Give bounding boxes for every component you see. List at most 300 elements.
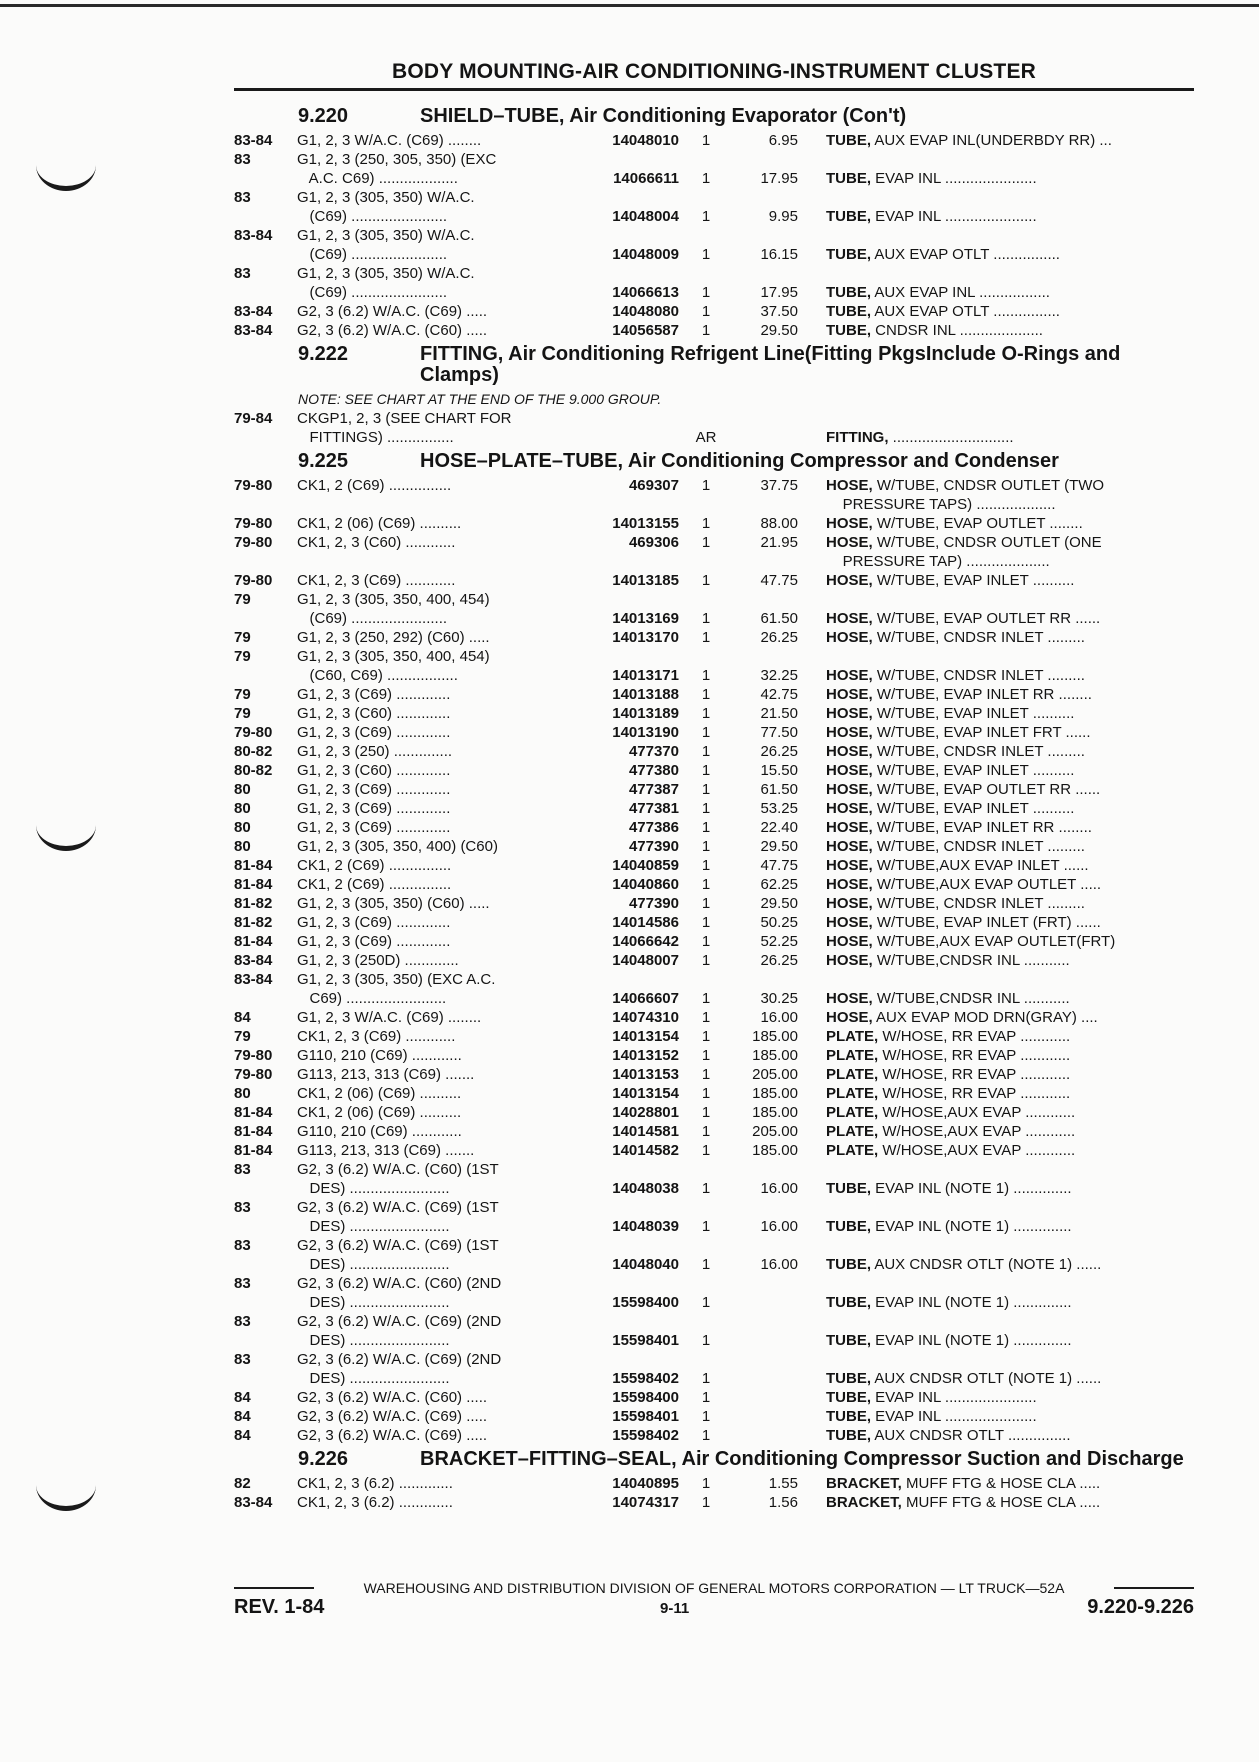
quantity-value: 1	[701, 322, 711, 339]
description-line: G1, 2, 3 (305, 350) (C60) .....	[297, 895, 490, 912]
description-line: G1, 2, 3 (C69) .............	[297, 819, 451, 836]
part-type: HOSE,	[826, 781, 873, 798]
price	[723, 799, 826, 818]
part-number	[577, 723, 679, 742]
part-number	[577, 264, 679, 302]
part-number-value: 15598401	[612, 1332, 679, 1349]
section-note: NOTE: SEE CHART AT THE END OF THE 9.000 GROUP.	[298, 391, 662, 407]
part-number	[577, 321, 679, 340]
part-type: TUBE,	[826, 322, 871, 339]
price-value: 185.00	[752, 1028, 798, 1045]
price	[723, 913, 826, 932]
part-number	[577, 1103, 679, 1122]
table-row	[234, 780, 1194, 799]
description-line: (C69) .......................	[297, 284, 448, 301]
description-line: CK1, 2 (06) (C69) ..........	[297, 515, 462, 532]
part-number-value: 14013154	[612, 1028, 679, 1045]
description-line: CKGP1, 2, 3 (SEE CHART FOR	[297, 410, 512, 427]
description-line: FITTINGS) ................	[297, 429, 454, 446]
application-description	[297, 1065, 577, 1084]
part-type: HOSE,	[826, 762, 873, 779]
part-number	[577, 302, 679, 321]
part-number	[577, 188, 679, 226]
section-title: FITTING, Air Conditioning Refrigent Line(Fitting PkgsInclude O-Rings and Clamps)	[420, 343, 1121, 386]
description-line: G2, 3 (6.2) W/A.C. (C69) (2ND	[297, 1313, 502, 1330]
table-row	[234, 1388, 1194, 1407]
part-detail: AUX EVAP OTLT ................	[871, 246, 1060, 263]
part-type: HOSE,	[826, 838, 873, 855]
part-detail: W/TUBE, CNDSR OUTLET (TWO PRESSURE TAPS) ...................	[842, 477, 1105, 513]
part-number	[577, 1122, 679, 1141]
part-number-value: 14013155	[612, 515, 679, 532]
part-number	[577, 894, 679, 913]
application-description	[297, 321, 577, 340]
part-detail: W/TUBE,AUX EVAP OUTLET(FRT)	[872, 933, 1116, 950]
part-number	[577, 1407, 679, 1426]
application-description	[297, 1407, 577, 1426]
quantity	[679, 818, 723, 837]
description-line: CK1, 2, 3 (6.2) .............	[297, 1475, 453, 1492]
part-number	[577, 875, 679, 894]
description-line: DES) ........................	[297, 1218, 450, 1235]
model-years: 79	[234, 648, 251, 665]
description-line: G1, 2, 3 (C69) .............	[297, 800, 451, 817]
table-row	[234, 799, 1194, 818]
quantity	[679, 1407, 723, 1426]
part-number-value: 14074310	[612, 1009, 679, 1026]
part-name	[826, 1027, 1194, 1046]
part-detail: EVAP INL (NOTE 1) ..............	[871, 1180, 1072, 1197]
quantity-value: 1	[701, 132, 711, 149]
description-line: G1, 2, 3 (C60) .............	[297, 705, 451, 722]
part-detail: AUX CNDSR OTLT (NOTE 1) ......	[871, 1370, 1102, 1387]
model-years: 81-84	[234, 1104, 273, 1121]
quantity-value: 1	[701, 705, 711, 722]
section-number: 9.226	[298, 1448, 349, 1470]
part-detail: AUX EVAP INL(UNDERBDY RR) ...	[871, 132, 1112, 149]
part-number-value: 14014581	[612, 1123, 679, 1140]
quantity-value: 1	[701, 629, 711, 646]
application-description	[297, 1198, 577, 1236]
quantity-value: 1	[701, 1218, 711, 1235]
part-name	[826, 1236, 1194, 1274]
part-number-value: 469307	[628, 477, 679, 494]
quantity	[679, 1141, 723, 1160]
part-detail: W/TUBE, EVAP OUTLET ........	[872, 515, 1083, 532]
quantity-value: 1	[701, 1370, 711, 1387]
description-line: G110, 210 (C69) ............	[297, 1047, 462, 1064]
part-number	[577, 131, 679, 150]
model-years: 79	[234, 591, 251, 608]
description-line: G2, 3 (6.2) W/A.C. (C60) (2ND	[297, 1275, 502, 1292]
model-years: 81-84	[234, 1142, 273, 1159]
table-row	[234, 1065, 1194, 1084]
price	[723, 628, 826, 647]
quantity	[679, 647, 723, 685]
part-name	[826, 1350, 1194, 1388]
quantity	[679, 321, 723, 340]
price	[723, 1103, 826, 1122]
description-line: G1, 2, 3 (C69) .............	[297, 724, 451, 741]
part-number	[577, 1027, 679, 1046]
model-years: 83-84	[234, 971, 273, 988]
description-line: G113, 213, 313 (C69) .......	[297, 1142, 475, 1159]
part-detail: W/TUBE, CNDSR INLET .........	[872, 838, 1085, 855]
application-description	[297, 1274, 577, 1312]
part-name	[826, 1141, 1194, 1160]
description-line: DES) ........................	[297, 1294, 450, 1311]
table-row	[234, 533, 1194, 571]
quantity	[679, 590, 723, 628]
quantity	[679, 875, 723, 894]
part-name	[826, 1274, 1194, 1312]
quantity-value: 1	[701, 1294, 711, 1311]
part-type: HOSE,	[826, 952, 873, 969]
part-name	[826, 1103, 1194, 1122]
application-description	[297, 150, 577, 188]
model-years: 79	[234, 705, 251, 722]
application-description	[297, 932, 577, 951]
part-number-value: 14013152	[612, 1047, 679, 1064]
price-value: 61.50	[760, 610, 798, 627]
part-number-value: 477370	[628, 743, 679, 760]
price-value: 26.25	[760, 629, 798, 646]
application-description	[297, 742, 577, 761]
price-value: 16.00	[760, 1180, 798, 1197]
quantity	[679, 1312, 723, 1350]
part-type: TUBE,	[826, 1332, 871, 1349]
part-name	[826, 1426, 1194, 1445]
table-row	[234, 742, 1194, 761]
part-detail: W/TUBE, EVAP INLET FRT ......	[872, 724, 1091, 741]
part-number	[577, 514, 679, 533]
price-value: 1.56	[768, 1494, 798, 1511]
quantity	[679, 742, 723, 761]
model-years: 83-84	[234, 322, 273, 339]
description-line: G1, 2, 3 W/A.C. (C69) ........	[297, 1009, 482, 1026]
model-years: 80	[234, 781, 251, 798]
price	[723, 264, 826, 302]
table-row	[234, 302, 1194, 321]
part-number	[577, 647, 679, 685]
application-description	[297, 875, 577, 894]
model-years: 84	[234, 1009, 251, 1026]
binder-hole-bottom	[36, 1480, 96, 1511]
table-row	[234, 1141, 1194, 1160]
table-row	[234, 514, 1194, 533]
page-title: BODY MOUNTING-AIR CONDITIONING-INSTRUMENT CLUSTER	[391, 60, 1037, 83]
part-number-value: 14066611	[613, 170, 679, 187]
table-row	[234, 1046, 1194, 1065]
part-number	[577, 932, 679, 951]
description-line: C69) ........................	[297, 990, 447, 1007]
part-number-value: 14040860	[612, 876, 679, 893]
part-number	[577, 1141, 679, 1160]
part-name	[826, 1122, 1194, 1141]
part-number-value: 14013170	[612, 629, 679, 646]
price-value: 16.00	[760, 1256, 798, 1273]
quantity-value: 1	[701, 952, 711, 969]
price	[723, 476, 826, 495]
application-description	[297, 647, 577, 685]
table-row	[234, 951, 1194, 970]
application-description	[297, 799, 577, 818]
part-name	[826, 476, 1194, 514]
price	[723, 1236, 826, 1274]
part-number-value: 14040895	[612, 1475, 679, 1492]
part-number	[577, 685, 679, 704]
model-years: 80	[234, 838, 251, 855]
part-number	[577, 970, 679, 1008]
price	[723, 1160, 826, 1198]
table-row	[234, 685, 1194, 704]
part-number	[577, 1426, 679, 1445]
quantity-value: 1	[701, 914, 711, 931]
quantity	[679, 685, 723, 704]
application-description	[297, 264, 577, 302]
part-detail: W/TUBE, CNDSR INLET .........	[872, 743, 1085, 760]
description-line: G2, 3 (6.2) W/A.C. (C60) (1ST	[297, 1161, 499, 1178]
model-years: 83	[234, 1199, 251, 1216]
quantity-value: 1	[701, 800, 711, 817]
part-type: TUBE,	[826, 1408, 871, 1425]
model-years: 79-80	[234, 1047, 273, 1064]
price-value: 50.25	[760, 914, 798, 931]
table-row	[234, 894, 1194, 913]
application-description	[297, 628, 577, 647]
quantity-value: 1	[701, 1332, 711, 1349]
part-type: BRACKET,	[826, 1475, 902, 1492]
description-line: G1, 2, 3 (C69) .............	[297, 914, 451, 931]
quantity	[679, 409, 723, 447]
price-value: 47.75	[760, 857, 798, 874]
part-name	[826, 875, 1194, 894]
price-value: 37.50	[760, 303, 798, 320]
price-value: 29.50	[760, 322, 798, 339]
part-detail: W/TUBE,CNDSR INL ...........	[872, 990, 1070, 1007]
description-line: (C60, C69) .................	[297, 667, 458, 684]
table-row	[234, 188, 1194, 226]
quantity-value: 1	[701, 819, 711, 836]
part-name	[826, 970, 1194, 1008]
quantity-value: 1	[701, 1256, 711, 1273]
application-description	[297, 1141, 577, 1160]
description-line: G1, 2, 3 (250, 305, 350) (EXC	[297, 151, 497, 168]
table-row	[234, 932, 1194, 951]
part-number	[577, 1236, 679, 1274]
quantity	[679, 476, 723, 495]
description-line: G1, 2, 3 (305, 350) (EXC A.C.	[297, 971, 496, 988]
part-detail: W/TUBE, CNDSR OUTLET (ONE PRESSURE TAP) ....................	[842, 534, 1102, 570]
price-value: 205.00	[752, 1066, 798, 1083]
part-number	[577, 1493, 679, 1512]
price	[723, 533, 826, 552]
part-detail: EVAP INL ......................	[871, 208, 1037, 225]
price-value: 17.95	[760, 170, 798, 187]
part-detail: MUFF FTG & HOSE CLA .....	[901, 1494, 1101, 1511]
part-number-value: 14056587	[612, 322, 679, 339]
price	[723, 856, 826, 875]
part-detail: W/HOSE,AUX EVAP ............	[878, 1142, 1076, 1159]
quantity	[679, 514, 723, 533]
table-row	[234, 1350, 1194, 1388]
quantity-value: 1	[701, 743, 711, 760]
part-type: HOSE,	[826, 990, 873, 1007]
part-number	[577, 571, 679, 590]
quantity	[679, 799, 723, 818]
part-number-value: 14048009	[612, 246, 679, 263]
part-number	[577, 409, 679, 428]
table-row	[234, 1426, 1194, 1445]
quantity-value: 1	[701, 838, 711, 855]
description-line: G1, 2, 3 (C69) .............	[297, 933, 451, 950]
header-rule	[234, 88, 1194, 91]
part-name	[826, 894, 1194, 913]
application-description	[297, 1312, 577, 1350]
part-type: HOSE,	[826, 724, 873, 741]
part-name	[826, 1493, 1194, 1512]
part-detail: AUX CNDSR OTLT (NOTE 1) ......	[871, 1256, 1102, 1273]
part-number	[577, 799, 679, 818]
part-number-value: 14013169	[612, 610, 679, 627]
price-value: 32.25	[760, 667, 798, 684]
description-line: G1, 2, 3 W/A.C. (C69) ........	[297, 132, 482, 149]
quantity-value: 1	[701, 1389, 711, 1406]
part-number-value: 14048039	[612, 1218, 679, 1235]
application-description	[297, 1474, 577, 1493]
part-name	[826, 1198, 1194, 1236]
description-line: G2, 3 (6.2) W/A.C. (C69) .....	[297, 303, 488, 320]
model-years: 83	[234, 265, 251, 282]
price-value: 15.50	[760, 762, 798, 779]
part-type: TUBE,	[826, 284, 871, 301]
application-description	[297, 1350, 577, 1388]
part-number-value: 477390	[628, 838, 679, 855]
part-name	[826, 742, 1194, 761]
part-number	[577, 1312, 679, 1350]
part-type: HOSE,	[826, 895, 873, 912]
application-description	[297, 302, 577, 321]
table-row	[234, 1312, 1194, 1350]
price-value: 30.25	[760, 990, 798, 1007]
description-line: CK1, 2, 3 (C60) ............	[297, 534, 456, 551]
section-number: 9.220	[298, 105, 349, 127]
part-name	[826, 302, 1194, 321]
part-detail: W/TUBE, CNDSR INLET .........	[872, 895, 1085, 912]
part-detail: EVAP INL (NOTE 1) ..............	[871, 1294, 1072, 1311]
price-value: 29.50	[760, 838, 798, 855]
part-detail: W/TUBE, CNDSR INLET .........	[872, 667, 1085, 684]
quantity	[679, 913, 723, 932]
quantity	[679, 131, 723, 150]
part-type: TUBE,	[826, 132, 871, 149]
section-heading	[234, 344, 1194, 386]
price	[723, 742, 826, 761]
table-row	[234, 1198, 1194, 1236]
part-name	[826, 1474, 1194, 1493]
part-detail: W/TUBE,AUX EVAP OUTLET .....	[872, 876, 1102, 893]
quantity-value: 1	[701, 1475, 711, 1492]
price	[723, 1198, 826, 1236]
price	[723, 894, 826, 913]
price-value: 16.00	[760, 1009, 798, 1026]
part-name	[826, 1008, 1194, 1027]
price	[723, 302, 826, 321]
table-row	[234, 1274, 1194, 1312]
part-detail: MUFF FTG & HOSE CLA .....	[901, 1475, 1101, 1492]
description-line: CK1, 2, 3 (C69) ............	[297, 1028, 456, 1045]
quantity	[679, 1084, 723, 1103]
part-number	[577, 628, 679, 647]
page-number: 9-11	[660, 1600, 690, 1617]
part-number	[577, 761, 679, 780]
description-line: CK1, 2, 3 (6.2) .............	[297, 1494, 453, 1511]
part-name	[826, 723, 1194, 742]
application-description	[297, 1388, 577, 1407]
description-line: G1, 2, 3 (C69) .............	[297, 686, 451, 703]
part-number-value: 14048004	[612, 208, 679, 225]
part-type: PLATE,	[826, 1028, 879, 1045]
price	[723, 761, 826, 780]
quantity-value: 1	[701, 1142, 711, 1159]
quantity-value: 1	[701, 1066, 711, 1083]
price-value: 26.25	[760, 952, 798, 969]
price-value: 26.25	[760, 743, 798, 760]
part-number-value: 14048007	[612, 952, 679, 969]
model-years: 83-84	[234, 303, 273, 320]
application-description	[297, 1122, 577, 1141]
part-type: FITTING,	[826, 429, 889, 446]
price-value: 185.00	[752, 1085, 798, 1102]
quantity	[679, 1103, 723, 1122]
application-description	[297, 913, 577, 932]
description-line: G110, 210 (C69) ............	[297, 1123, 462, 1140]
quantity	[679, 1274, 723, 1312]
price-value: 1.55	[768, 1475, 798, 1492]
price	[723, 1312, 826, 1331]
quantity	[679, 1198, 723, 1236]
part-type: TUBE,	[826, 246, 871, 263]
model-years: 84	[234, 1408, 251, 1425]
model-years: 81-84	[234, 857, 273, 874]
quantity	[679, 856, 723, 875]
part-detail: AUX CNDSR OTLT ...............	[871, 1427, 1071, 1444]
part-number-value: 14040859	[612, 857, 679, 874]
part-type: HOSE,	[826, 477, 873, 494]
part-number-value: 14013154	[612, 1085, 679, 1102]
table-row	[234, 647, 1194, 685]
part-number	[577, 837, 679, 856]
model-years: 83	[234, 1351, 251, 1368]
part-detail: W/HOSE,AUX EVAP ............	[878, 1104, 1076, 1121]
application-description	[297, 1008, 577, 1027]
part-detail: W/TUBE,CNDSR INL ...........	[872, 952, 1070, 969]
quantity-value: AR	[695, 429, 717, 446]
table-row	[234, 264, 1194, 302]
description-line: CK1, 2 (06) (C69) ..........	[297, 1104, 462, 1121]
quantity-value: 1	[701, 1047, 711, 1064]
model-years: 83	[234, 1237, 251, 1254]
part-name	[826, 913, 1194, 932]
part-name	[826, 1160, 1194, 1198]
part-detail: W/TUBE, EVAP INLET RR ........	[872, 819, 1092, 836]
part-number	[577, 590, 679, 628]
price-value: 21.50	[760, 705, 798, 722]
footer-division: WAREHOUSING AND DISTRIBUTION DIVISION OF GENERAL MOTORS CORPORATION — LT TRUCK—52A	[234, 1580, 1194, 1596]
part-type: HOSE,	[826, 819, 873, 836]
description-line: G2, 3 (6.2) W/A.C. (C60) .....	[297, 1389, 488, 1406]
model-years: 81-84	[234, 1123, 273, 1140]
